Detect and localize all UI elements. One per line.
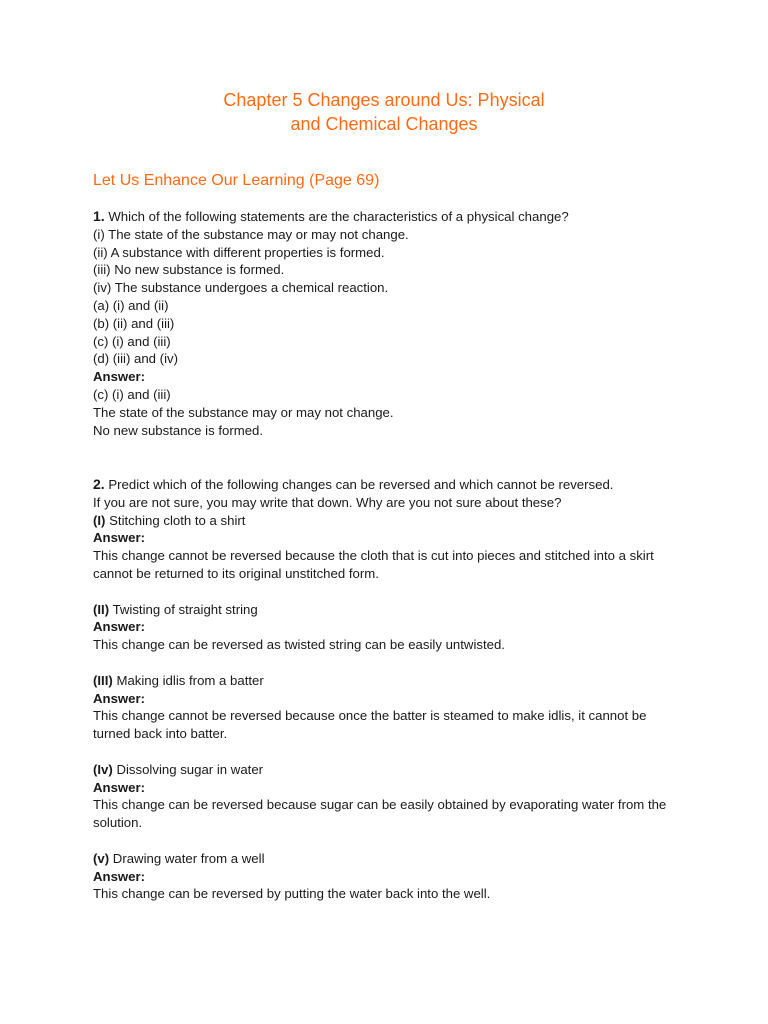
question-text: Predict which of the following changes can be reversed and which cannot be reversed.	[108, 477, 614, 492]
question-number: 2.	[93, 476, 105, 492]
option: (d) (iii) and (iv)	[93, 351, 178, 367]
sub-question-text: Dissolving sugar in water	[116, 761, 264, 777]
sub-question-text: Stitching cloth to a shirt	[109, 512, 246, 528]
answer-text: This change can be reversed because sugar can be easily obtained by evaporating water from the solution.	[93, 797, 667, 831]
question-text-continued: If you are not sure, you may write that down. Why are you not sure about these?	[93, 494, 562, 510]
sub-question-2	[93, 601, 683, 654]
answer-label: Answer:	[93, 868, 146, 884]
statement: (i) The state of the substance may or may not change.	[93, 226, 409, 242]
answer-text: This change cannot be reversed because the cloth that is cut into pieces and stitched into a skirt cannot be returned to its original unstitched form.	[93, 548, 654, 581]
answer-text: The state of the substance may or may not change.	[93, 404, 394, 420]
sub-question-text: Twisting of straight string	[112, 601, 258, 617]
sub-question-number: (Iv)	[93, 761, 113, 777]
sub-question-5	[93, 850, 683, 903]
sub-question-number: (II)	[93, 601, 110, 617]
option: (a) (i) and (ii)	[93, 297, 169, 313]
section-heading: Let Us Enhance Our Learning (Page 69)	[93, 172, 380, 189]
option: (c) (i) and (iii)	[93, 333, 171, 349]
answer-text: (c) (i) and (iii)	[93, 386, 171, 402]
chapter-title-line1: Chapter 5 Changes around Us: Physical	[223, 90, 545, 110]
sub-question-3	[93, 672, 683, 743]
sub-question-number: (v)	[93, 850, 110, 866]
chapter-title-line2: and Chemical Changes	[290, 114, 478, 134]
question-2	[93, 476, 683, 921]
sub-question-text: Drawing water from a well	[112, 850, 265, 866]
answer-label: Answer:	[93, 369, 146, 385]
question-text: Which of the following statements are the characteristics of a physical change?	[108, 209, 569, 224]
answer-text: This change can be reversed as twisted string can be easily untwisted.	[93, 637, 505, 653]
sub-question-4	[93, 761, 683, 832]
statement: (iii) No new substance is formed.	[93, 262, 285, 278]
answer-text: This change cannot be reversed because once the batter is steamed to make idlis, it cannot be turned back into batter.	[93, 708, 647, 742]
option: (b) (ii) and (iii)	[93, 315, 175, 331]
answer-text: This change can be reversed by putting the water back into the well.	[93, 886, 491, 902]
answer-label: Answer:	[93, 779, 146, 795]
statement: (iv) The substance undergoes a chemical reaction.	[93, 280, 389, 296]
sub-question-text: Making idlis from a batter	[116, 672, 264, 688]
statement: (ii) A substance with different properties is formed.	[93, 244, 385, 260]
sub-question-number: (I)	[93, 512, 106, 528]
answer-label: Answer:	[93, 690, 146, 706]
answer-text: No new substance is formed.	[93, 422, 264, 438]
sub-question-number: (III)	[93, 672, 113, 688]
chapter-title	[0, 88, 768, 136]
answer-label: Answer:	[93, 619, 146, 635]
sub-question-1	[93, 512, 683, 583]
question-number: 1.	[93, 208, 105, 224]
question-1	[93, 208, 693, 439]
answer-label: Answer:	[93, 530, 146, 546]
